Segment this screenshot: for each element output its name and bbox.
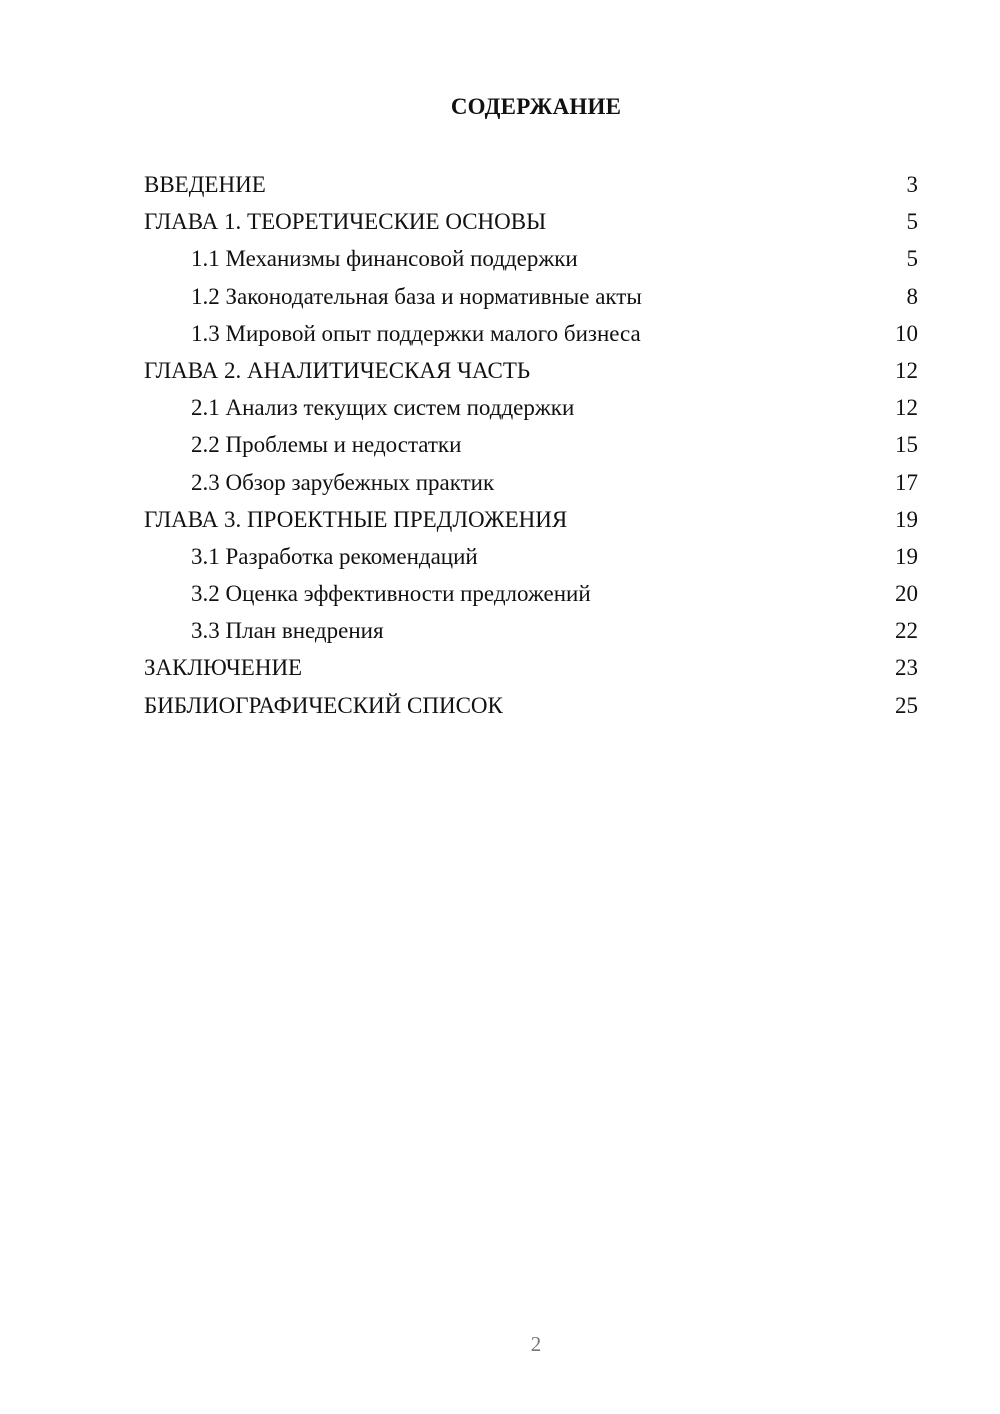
toc-entry: [144, 240, 918, 277]
toc-entry-page: 5: [906, 209, 918, 235]
toc-entry-page: 5: [906, 246, 918, 272]
toc-entry-title: 1.3 Мировой опыт поддержки малого бизнеса: [191, 320, 641, 346]
page-number: 2: [530, 1332, 542, 1356]
toc-entry-page: 3: [906, 172, 918, 197]
toc-entry-page: 15: [895, 432, 918, 458]
toc-entry: [144, 166, 918, 203]
toc-entry-title: 2.1 Анализ текущих систем поддержки: [191, 395, 575, 421]
toc-entry: [144, 575, 918, 612]
toc-entry: [144, 389, 918, 426]
toc-entry: [144, 501, 918, 538]
toc-entry: [144, 426, 918, 463]
table-of-contents: [144, 166, 918, 724]
toc-entry: [144, 203, 918, 240]
toc-entry-title: ЗАКЛЮЧЕНИЕ: [144, 655, 303, 681]
toc-entry-title: ГЛАВА 2. АНАЛИТИЧЕСКАЯ ЧАСТЬ: [144, 357, 531, 383]
toc-entry: [144, 538, 918, 575]
toc-entry-title: 1.1 Механизмы финансовой поддержки: [191, 246, 578, 272]
toc-entry-page: 22: [895, 618, 918, 644]
toc-entry-title: 3.2 Оценка эффективности предложений: [191, 581, 591, 607]
toc-entry-title: ГЛАВА 1. ТЕОРЕТИЧЕСКИЕ ОСНОВЫ: [144, 209, 547, 235]
toc-entry-title: 1.2 Законодательная база и нормативные акты: [191, 283, 642, 309]
toc-entry-title: ВВЕДЕНИЕ: [144, 172, 266, 197]
page-title: СОДЕРЖАНИЕ: [450, 94, 622, 119]
toc-entry: [144, 464, 918, 501]
toc-entry-page: 10: [895, 320, 918, 346]
toc-entry-title: ГЛАВА 3. ПРОЕКТНЫЕ ПРЕДЛОЖЕНИЯ: [144, 506, 568, 532]
toc-entry-page: 23: [895, 655, 918, 681]
toc-entry: [144, 315, 918, 352]
toc-entry-page: 25: [895, 692, 918, 718]
toc-entry-page: 20: [895, 581, 918, 607]
toc-entry-page: 12: [895, 357, 918, 383]
toc-entry-title: БИБЛИОГРАФИЧЕСКИЙ СПИСОК: [144, 692, 503, 718]
toc-entry-title: 2.2 Проблемы и недостатки: [191, 432, 462, 458]
toc-entry: [144, 352, 918, 389]
toc-entry-page: 8: [906, 283, 918, 309]
toc-entry-page: 17: [895, 469, 918, 495]
toc-entry-page: 19: [895, 543, 918, 569]
toc-entry-page: 19: [895, 506, 918, 532]
toc-entry: [144, 649, 918, 686]
toc-entry: [144, 278, 918, 315]
toc-entry-title: 3.3 План внедрения: [191, 618, 384, 644]
toc-entry-title: 3.1 Разработка рекомендаций: [191, 543, 478, 569]
toc-entry: [144, 612, 918, 649]
toc-entry-page: 12: [895, 395, 918, 421]
toc-entry: [144, 687, 918, 724]
toc-entry-title: 2.3 Обзор зарубежных практик: [191, 469, 495, 495]
